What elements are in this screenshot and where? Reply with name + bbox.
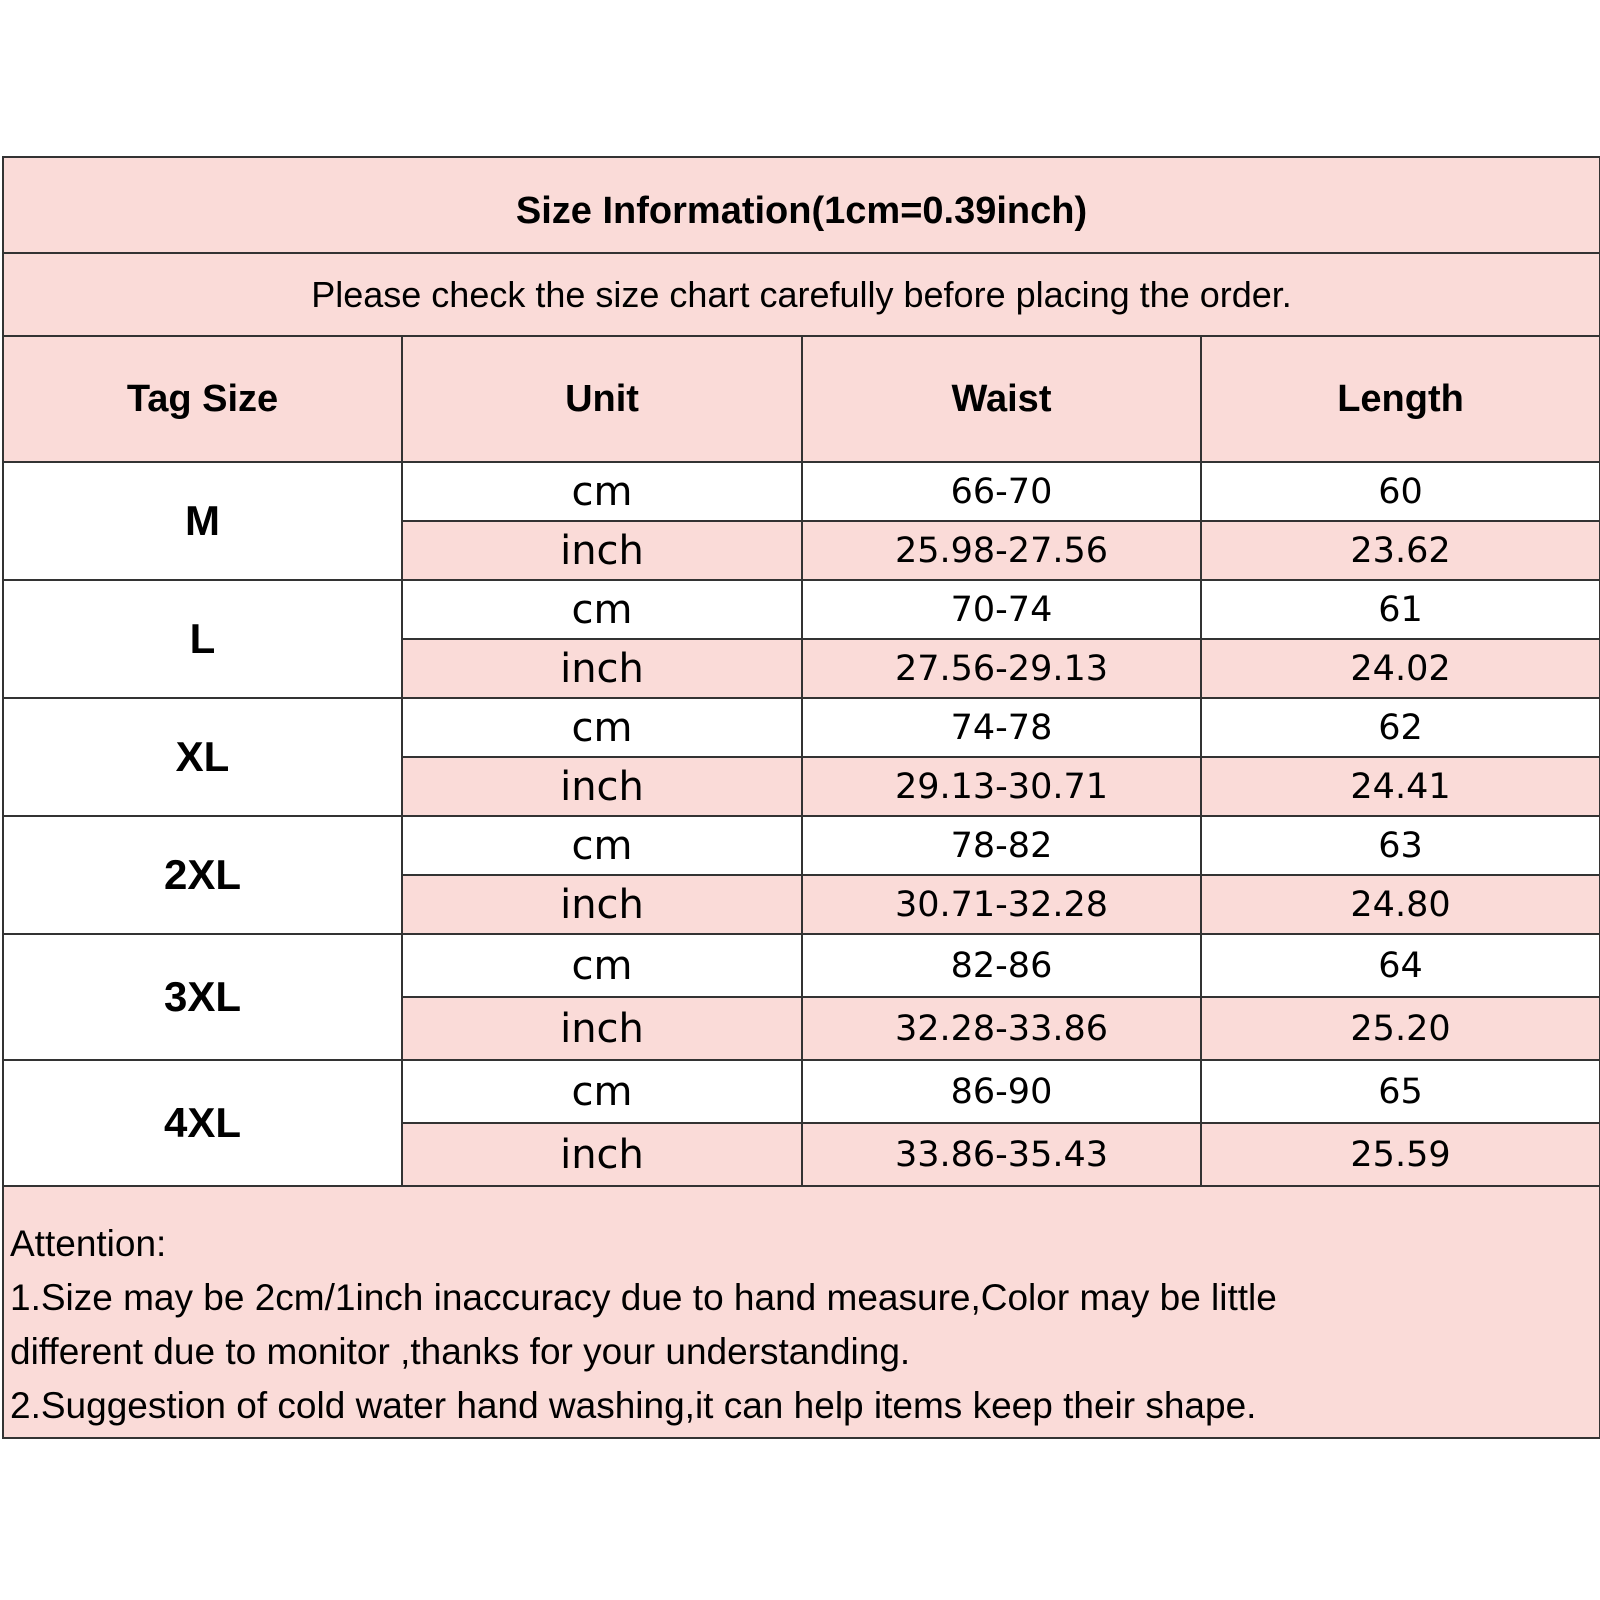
length-cell: 23.62: [1201, 521, 1600, 580]
length-cell: 25.59: [1201, 1123, 1600, 1186]
note-line: different due to monitor ,thanks for your understanding.: [10, 1331, 911, 1372]
waist-cell: 25.98-27.56: [802, 521, 1201, 580]
length-cell: 24.02: [1201, 639, 1600, 698]
waist-cell: 66-70: [802, 462, 1201, 521]
waist-cell: 82-86: [802, 934, 1201, 997]
length-cell: 24.41: [1201, 757, 1600, 816]
length-cell: 61: [1201, 580, 1600, 639]
tag-size-cell: L: [3, 580, 402, 698]
unit-cell: cm: [402, 462, 802, 521]
table-row: [3, 462, 1600, 521]
unit-cell: inch: [402, 521, 802, 580]
unit-cell: cm: [402, 934, 802, 997]
tag-size-cell: 2XL: [3, 816, 402, 934]
length-cell: 63: [1201, 816, 1600, 875]
unit-cell: cm: [402, 580, 802, 639]
length-cell: 65: [1201, 1060, 1600, 1123]
tag-size-cell: M: [3, 462, 402, 580]
length-cell: 24.80: [1201, 875, 1600, 934]
unit-cell: inch: [402, 875, 802, 934]
tag-size-cell: 3XL: [3, 934, 402, 1060]
length-cell: 60: [1201, 462, 1600, 521]
waist-cell: 33.86-35.43: [802, 1123, 1201, 1186]
waist-cell: 86-90: [802, 1060, 1201, 1123]
waist-cell: 78-82: [802, 816, 1201, 875]
header-unit: Unit: [402, 336, 802, 462]
header-length: Length: [1201, 336, 1600, 462]
header-tag-size: Tag Size: [3, 336, 402, 462]
length-cell: 25.20: [1201, 997, 1600, 1060]
tag-size-cell: XL: [3, 698, 402, 816]
title-row: [3, 157, 1600, 253]
unit-cell: cm: [402, 1060, 802, 1123]
waist-cell: 70-74: [802, 580, 1201, 639]
table-row: [3, 580, 1600, 639]
unit-cell: inch: [402, 1123, 802, 1186]
waist-cell: 27.56-29.13: [802, 639, 1201, 698]
table-row: [3, 816, 1600, 875]
waist-cell: 32.28-33.86: [802, 997, 1201, 1060]
waist-cell: 74-78: [802, 698, 1201, 757]
unit-cell: inch: [402, 757, 802, 816]
unit-cell: cm: [402, 698, 802, 757]
waist-cell: 30.71-32.28: [802, 875, 1201, 934]
size-chart-table: [2, 156, 1600, 1439]
notes-row: [3, 1186, 1600, 1438]
unit-cell: inch: [402, 639, 802, 698]
header-row: [3, 336, 1600, 462]
table-row: [3, 1060, 1600, 1123]
unit-cell: cm: [402, 816, 802, 875]
table-row: [3, 934, 1600, 997]
note-line: 1.Size may be 2cm/1inch inaccuracy due to hand measure,Color may be little: [10, 1277, 1277, 1318]
chart-title: Size Information(1cm=0.39inch): [3, 157, 1600, 253]
unit-cell: inch: [402, 997, 802, 1060]
chart-subtitle: Please check the size chart carefully before placing the order.: [3, 253, 1600, 336]
header-waist: Waist: [802, 336, 1201, 462]
length-cell: 64: [1201, 934, 1600, 997]
subtitle-row: [3, 253, 1600, 336]
length-cell: 62: [1201, 698, 1600, 757]
waist-cell: 29.13-30.71: [802, 757, 1201, 816]
tag-size-cell: 4XL: [3, 1060, 402, 1186]
note-line: 2.Suggestion of cold water hand washing,it can help items keep their shape.: [10, 1385, 1257, 1426]
attention-heading: Attention:: [10, 1223, 167, 1264]
attention-notes: [3, 1186, 1600, 1438]
table-row: [3, 698, 1600, 757]
